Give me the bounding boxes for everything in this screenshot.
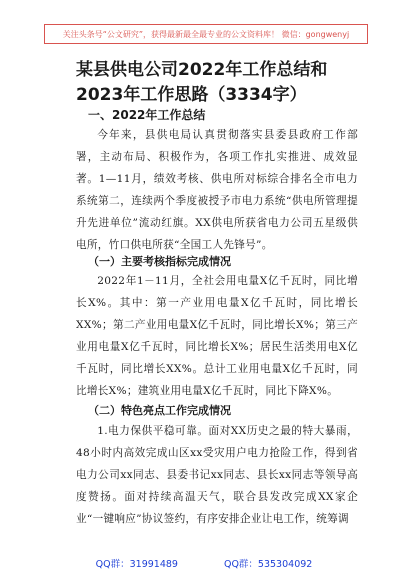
- top-banner: 关注头条号“公文研究”，获得最新最全最专业的公文资料库！ 微信：gongwenyj: [44, 24, 368, 44]
- indicators-paragraph: 2022年1－11月，全社会用电量X亿千瓦时，同比增长X%。其中：第一产业用电量X亿千瓦时，同比增长XX%；第二产业用电量X亿千瓦时，同比增长X%；第三产业用电量X亿千瓦时，同比增长X%；居民生活类用电X亿千瓦时，同比增长XX%。总计工业用电量X亿千瓦时，同比增长X%；建筑业用电量X亿千瓦时，同比下降X%。: [76, 275, 358, 397]
- highlights-paragraph: 1.电力保供平稳可靠。面对XX历史之最的特大暴雨，48小时内高效完成山区xx受灾用户电力抢险工作，得到省电力公司xx同志、县委书记xx同志、县长xx同志等领导高度赞扬。面对持续高温天气，联合县发改完成XX家企业“一键响应”协议签约，有序安排企业让电工作，统筹调: [76, 425, 358, 525]
- subsection-heading-highlights: （二）特色亮点工作完成情况: [88, 404, 231, 417]
- section-heading-summary: 一、2022年工作总结: [88, 108, 206, 122]
- footer-qq-group: QQ群：31991489: [95, 559, 178, 570]
- subsection-heading-indicators: （一）主要考核指标完成情况: [88, 255, 231, 268]
- intro-paragraph: 今年来，县供电局认真贯彻落实县委县政府工作部署，主动布局、积极作为，各项工作扎实推进、成效显著。1—11月，绩效考核、供电所对标综合排名全市电力系统第二，连续两个季度被授予市电力系统“供电所管理提升先进单位”流动红旗。XX供电所获省电力公司五星级供电所，竹口供电所获“全国工人先锋号”。: [76, 129, 358, 251]
- page-title: 某县供电公司2022年工作总结和2023年工作思路（3334字）: [76, 60, 328, 105]
- footer-qq-group-alt: QQ群：535304092: [223, 559, 313, 570]
- footer: [0, 556, 408, 572]
